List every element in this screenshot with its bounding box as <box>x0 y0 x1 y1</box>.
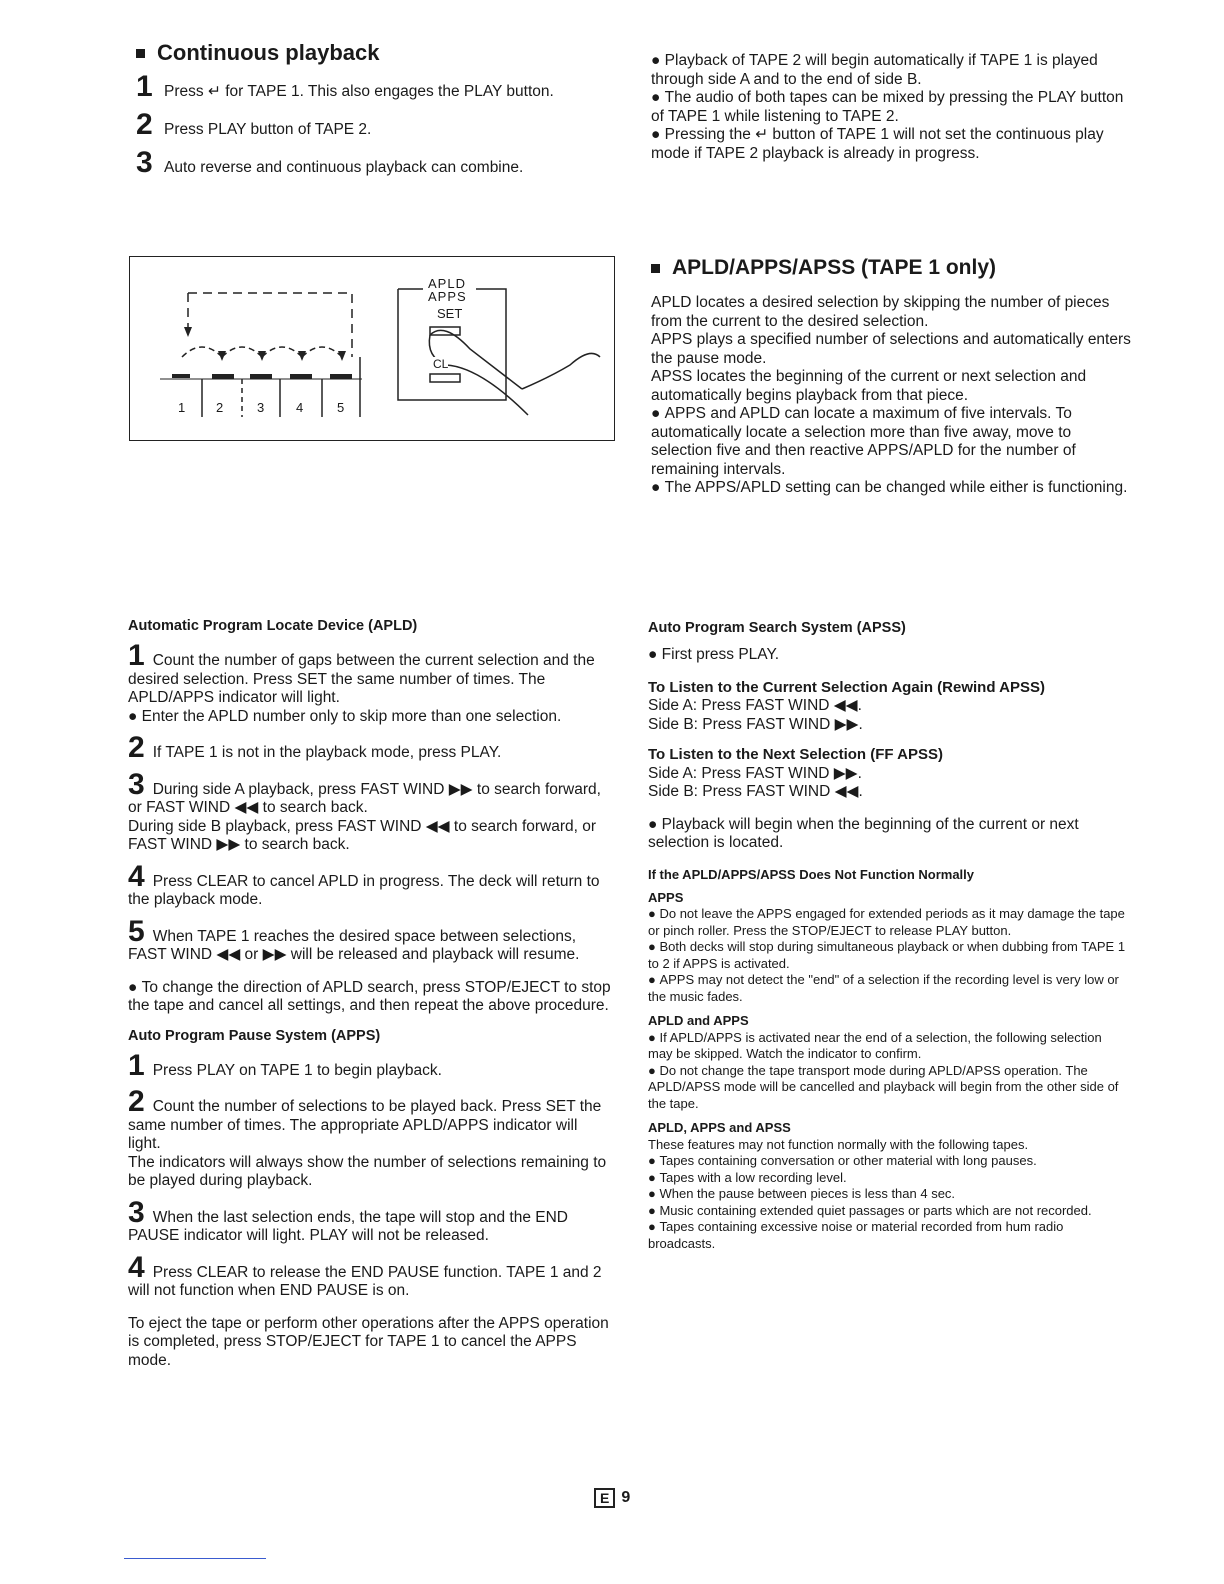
step-number: 2 <box>136 108 153 141</box>
note-item: ● Playback of TAPE 2 will begin automatically if TAPE 1 is played through side A and to the end of side B. <box>651 52 1136 89</box>
apld-apps-apss-section <box>651 256 1136 498</box>
diagram-illustration <box>130 257 614 440</box>
section-bullet-icon <box>136 49 145 58</box>
bullet-item: ● The APPS/APLD setting can be changed while either is functioning. <box>651 479 1136 498</box>
apps-step-3 <box>128 1195 612 1246</box>
step-number: 1 <box>136 70 153 103</box>
step-text: Press PLAY button of TAPE 2. <box>164 121 372 138</box>
apld-device-section <box>128 618 612 1370</box>
eject-note: To eject the tape or perform other operations after the APPS operation is completed, press STOP/EJECT for TAPE 1 to cancel the APPS mode. <box>128 1314 609 1369</box>
clear-label: CL <box>433 357 449 371</box>
step-text: Auto reverse and continuous playback can combine. <box>164 159 524 176</box>
continuous-title-text: Continuous playback <box>157 40 380 65</box>
trouble-intro: These features may not function normally with the following tapes. <box>648 1136 1029 1152</box>
trouble-apld-apps-title: APLD and APPS <box>648 1013 749 1028</box>
apld-device-title: Automatic Program Locate Device (APLD) <box>128 618 418 634</box>
paragraph: APLD locates a desired selection by skipping the number of pieces from the current to the desired selection. <box>651 294 1110 330</box>
step-number: 3 <box>128 1195 145 1229</box>
step-number: 3 <box>136 146 153 179</box>
apss-title: Auto Program Search System (APSS) <box>648 620 906 636</box>
continuous-step <box>136 70 626 103</box>
continuous-title <box>136 40 626 66</box>
bullet-item: ● First press PLAY. <box>648 646 1128 665</box>
step-number: 1 <box>128 639 145 672</box>
continuous-step <box>136 108 626 141</box>
continuous-section <box>136 40 626 188</box>
apld-step-2 <box>128 731 612 764</box>
bottom-rule <box>124 1558 266 1559</box>
panel-label-apld: APLD <box>428 276 466 291</box>
step-text: Press CLEAR to cancel APLD in progress. The deck will return to the playback mode. <box>128 872 600 908</box>
bullet-item: ● Playback will begin when the beginning of the current or next selection is located. <box>648 816 1128 853</box>
step-number: 2 <box>128 731 145 764</box>
trouble-item: ● Tapes with a low recording level. <box>648 1170 1128 1187</box>
apps-title: Auto Program Pause System (APPS) <box>128 1027 381 1044</box>
apld-step-1 <box>128 639 612 726</box>
step-text: Count the number of selections to be played back. Press SET the same number of times. The appropriate APLD/APPS indicator will light. <box>128 1098 602 1152</box>
indicator-number: 5 <box>337 400 345 415</box>
apld-diagram <box>129 256 615 441</box>
trouble-item: ● Do not change the tape transport mode during APLD/APSS operation. The APLD/APSS mode will be cancelled and playback will begin from the other side of the tape. <box>648 1063 1128 1113</box>
apld-apps-apss-title <box>651 256 1136 280</box>
apld-apps-apss-title-text: APLD/APPS/APSS (TAPE 1 only) <box>672 256 996 279</box>
page-number: 9 <box>621 1489 631 1506</box>
step-text: During side A playback, press FAST WIND ▶▶ to search forward, or FAST WIND ◀◀ to search back. <box>128 780 601 816</box>
step-text: When the last selection ends, the tape will stop and the END PAUSE indicator will light. PLAY will not be released. <box>128 1208 568 1244</box>
bullet-item: ● APPS and APLD can locate a maximum of five intervals. To automatically locate a selection more than five away, move to selection five and then reactive APPS/APLD for the number of remaining intervals. <box>651 405 1136 479</box>
section-bullet-icon <box>651 264 660 273</box>
apps-step-4 <box>128 1250 612 1301</box>
trouble-item: ● Both decks will stop during simultaneous playback or when dubbing from TAPE 1 to 2 if APPS is activated. <box>648 939 1128 972</box>
step-text: The indicators will always show the number of selections remaining to be played during playback. <box>128 1153 607 1189</box>
indicator-number: 2 <box>216 400 224 415</box>
step-text: During side B playback, press FAST WIND ◀◀ to search forward, or FAST WIND ▶▶ to search back. <box>128 817 597 853</box>
ff-side-a: Side A: Press FAST WIND ▶▶. <box>648 764 862 782</box>
panel-label-apps: APPS <box>428 289 467 304</box>
step-number: 2 <box>128 1085 145 1118</box>
trouble-item: ● When the pause between pieces is less than 4 sec. <box>648 1186 1128 1203</box>
step-text: When TAPE 1 reaches the desired space between selections, FAST WIND ◀◀ or ▶▶ will be released and playback will resume. <box>128 927 580 963</box>
change-direction-note: ● To change the direction of APLD search, press STOP/EJECT to stop the tape and cancel all settings, and then repeat the above procedure. <box>128 979 612 1016</box>
trouble-item: ● Music containing extended quiet passages or parts which are not recorded. <box>648 1203 1128 1220</box>
set-label: SET <box>437 306 463 321</box>
ff-side-b: Side B: Press FAST WIND ◀◀. <box>648 783 863 800</box>
paragraph: APPS plays a specified number of selections and automatically enters the pause mode. <box>651 331 1131 367</box>
trouble-apps-title: APPS <box>648 889 684 905</box>
rewind-side-b: Side B: Press FAST WIND ▶▶. <box>648 715 863 733</box>
bullet-item: ● Enter the APLD number only to skip more than one selection. <box>128 708 612 727</box>
note-item: ● Pressing the ↵ button of TAPE 1 will not set the continuous play mode if TAPE 2 playback is already in progress. <box>651 126 1136 163</box>
trouble-item: ● APPS may not detect the "end" of a selection if the recording level is very low or the music fades. <box>648 972 1128 1005</box>
ff-apss-title: To Listen to the Next Selection (FF APSS) <box>648 746 944 763</box>
continuous-step <box>136 146 626 179</box>
step-text: If TAPE 1 is not in the playback mode, press PLAY. <box>152 744 502 761</box>
trouble-item: ● If APLD/APPS is activated near the end of a selection, the following selection may be skipped. Watch the indicator to confirm. <box>648 1030 1128 1063</box>
apld-step-3 <box>128 767 612 855</box>
step-number: 4 <box>128 859 145 893</box>
step-text: Press ↵ for TAPE 1. This also engages the PLAY button. <box>164 83 554 100</box>
trouble-item: ● Tapes containing excessive noise or material recorded from hum radio broadcasts. <box>648 1219 1128 1252</box>
rewind-apss-title: To Listen to the Current Selection Again (Rewind APSS) <box>648 678 1045 696</box>
paragraph: APSS locates the beginning of the current or next selection and automatically begins playback from that piece. <box>651 368 1087 404</box>
apps-step-2 <box>128 1085 612 1191</box>
indicator-number: 4 <box>296 400 304 415</box>
step-text: Press CLEAR to release the END PAUSE function. TAPE 1 and 2 will not function when END PAUSE is on. <box>128 1263 602 1299</box>
note-item: ● The audio of both tapes can be mixed by pressing the PLAY button of TAPE 1 while listening to TAPE 2. <box>651 89 1136 126</box>
trouble-item: ● Tapes containing conversation or other material with long pauses. <box>648 1153 1128 1170</box>
step-number: 5 <box>128 914 145 948</box>
page-footer <box>594 1488 630 1508</box>
trouble-item: ● Do not leave the APPS engaged for extended periods as it may damage the tape or pinch roller. Press the STOP/EJECT to release PLAY button. <box>648 906 1128 939</box>
step-text: Count the number of gaps between the current selection and the desired selection. Press SET the same number of times. The APLD/APPS indicator will light. <box>128 652 595 706</box>
trouble-title: If the APLD/APPS/APSS Does Not Function Normally <box>648 866 974 882</box>
indicator-number: 1 <box>178 400 186 415</box>
indicator-number: 3 <box>257 400 265 415</box>
apld-step-5 <box>128 914 612 965</box>
rewind-side-a: Side A: Press FAST WIND ◀◀. <box>648 697 862 714</box>
apss-section <box>648 620 1128 1252</box>
step-number: 3 <box>128 767 145 801</box>
language-badge: E <box>594 1488 615 1508</box>
step-number: 1 <box>128 1048 145 1082</box>
trouble-all-title: APLD, APPS and APSS <box>648 1120 791 1135</box>
step-number: 4 <box>128 1250 145 1284</box>
apld-step-4 <box>128 859 612 910</box>
step-text: Press PLAY on TAPE 1 to begin playback. <box>152 1061 442 1079</box>
continuous-notes <box>651 52 1136 163</box>
apps-step-1 <box>128 1048 612 1082</box>
